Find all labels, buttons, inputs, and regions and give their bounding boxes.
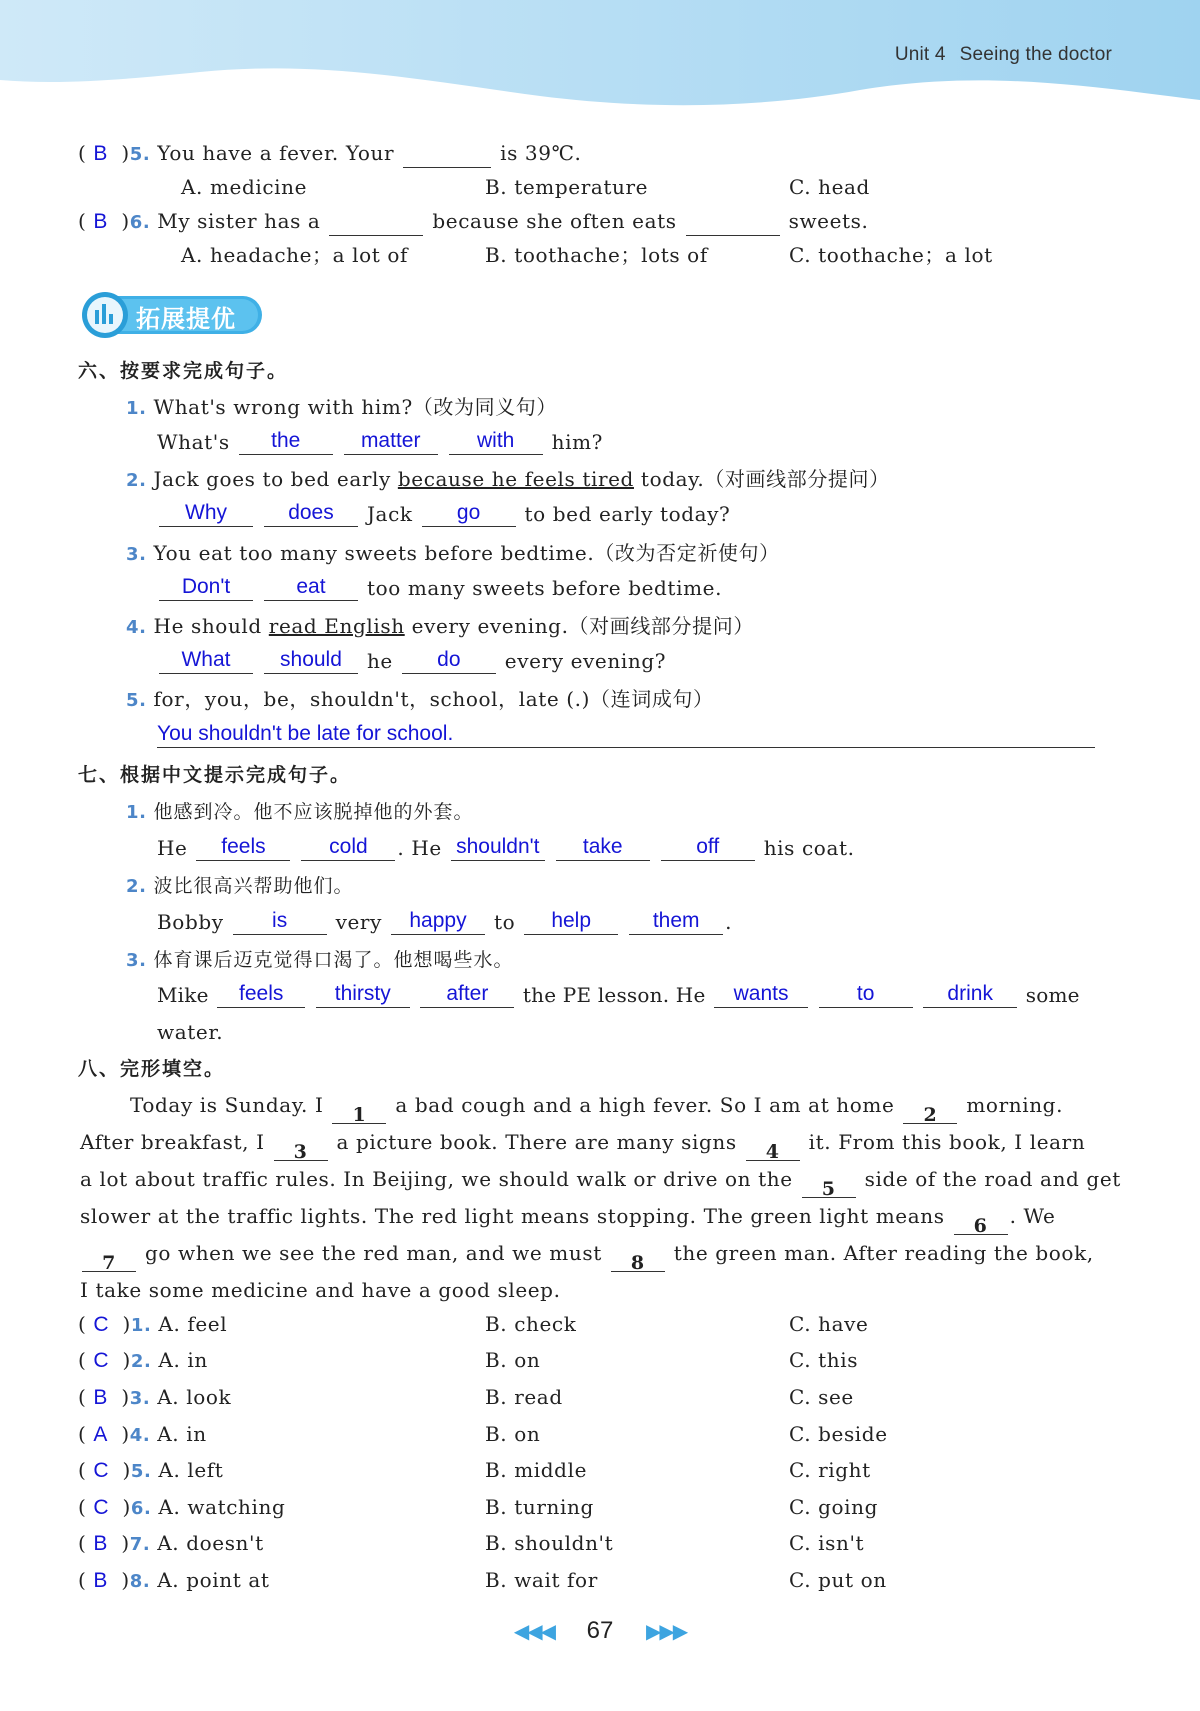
cloze-question-2: ( C )2. A. in bbox=[78, 1348, 208, 1372]
cloze-blank: 5 bbox=[802, 1171, 856, 1198]
question-number: 5. bbox=[130, 1461, 152, 1482]
option-c: C. see bbox=[789, 1385, 854, 1409]
cloze-question-4: ( A )4. A. in bbox=[78, 1422, 207, 1446]
option-a: A. feel bbox=[158, 1312, 228, 1336]
answer-blank: happy bbox=[391, 908, 485, 935]
option-c: C. put on bbox=[789, 1568, 887, 1592]
header-title bbox=[881, 44, 1112, 66]
cloze-question-7: ( B )7. A. doesn't bbox=[78, 1531, 264, 1555]
answer-blank: do bbox=[402, 647, 496, 674]
question-number: 2. bbox=[126, 876, 147, 897]
cloze-text: the green man. After reading the book, bbox=[673, 1241, 1094, 1265]
word: too many sweets before bedtime. bbox=[366, 576, 723, 600]
word: every evening? bbox=[504, 649, 667, 673]
question-number: 3. bbox=[126, 950, 147, 971]
cloze-text: a picture book. There are many signs bbox=[336, 1130, 737, 1154]
blank bbox=[329, 209, 423, 236]
cloze-blank: 8 bbox=[611, 1245, 665, 1272]
blank bbox=[686, 209, 780, 236]
answer-blank: after bbox=[420, 981, 514, 1008]
sec6-q3-answer-line bbox=[157, 574, 722, 601]
answer-blank: feels bbox=[196, 834, 290, 861]
cloze-blank: 6 bbox=[954, 1208, 1008, 1235]
word: Jack bbox=[366, 502, 413, 526]
question-number: 5. bbox=[129, 144, 151, 165]
cloze-blank: 3 bbox=[274, 1134, 328, 1161]
word: Bobby bbox=[157, 910, 224, 934]
cloze-text: slower at the traffic lights. The red light means stopping. The green light means bbox=[80, 1204, 945, 1228]
prompt: Jack goes to bed early bbox=[153, 467, 398, 491]
answer-sentence: You shouldn't be late for school. bbox=[157, 722, 454, 745]
word: . bbox=[725, 910, 733, 934]
cloze-line-4 bbox=[80, 1198, 1055, 1235]
answer-blank: should bbox=[264, 647, 358, 674]
question-number: 1. bbox=[126, 398, 147, 419]
cloze-text: it. From this book, I learn bbox=[808, 1130, 1086, 1154]
page-footer bbox=[0, 1617, 1200, 1645]
answer-blank: feels bbox=[217, 981, 305, 1008]
cloze-question-5: ( C )5. A. left bbox=[78, 1458, 224, 1482]
answer: B bbox=[93, 1386, 108, 1409]
option-b: B. wait for bbox=[485, 1568, 598, 1592]
stem: You have a fever. Your bbox=[157, 141, 395, 165]
sec6-q4-prompt bbox=[126, 613, 754, 641]
section-6-title: 六、按要求完成句子。 bbox=[78, 360, 289, 382]
option-a: A. medicine bbox=[181, 175, 308, 199]
option-b: B. temperature bbox=[485, 175, 649, 199]
option-a: A. in bbox=[157, 1422, 207, 1446]
option-b: B. turning bbox=[485, 1495, 594, 1519]
question-number: 1. bbox=[130, 1315, 152, 1336]
stem: sweets. bbox=[788, 209, 869, 233]
answer-blank: them bbox=[629, 908, 723, 935]
cloze-text: side of the road and get bbox=[864, 1167, 1121, 1191]
answer-blank: shouldn't bbox=[451, 834, 545, 861]
cloze-text: a bad cough and a high fever. So I am at home bbox=[395, 1093, 895, 1117]
answer-blank: the bbox=[239, 428, 333, 455]
question-number: 2. bbox=[126, 470, 147, 491]
unit-label: Unit 4 bbox=[894, 44, 946, 65]
answer-blank: cold bbox=[301, 834, 395, 861]
cloze-blank: 4 bbox=[746, 1134, 800, 1161]
option-c: C. have bbox=[789, 1312, 869, 1336]
sec7-q2-answer-line bbox=[157, 908, 732, 935]
answer-blank: go bbox=[422, 500, 516, 527]
answer: B bbox=[93, 142, 108, 165]
sec6-q5-prompt bbox=[126, 686, 714, 714]
banner-text: 拓展提优 bbox=[136, 305, 236, 333]
sec6-q5-answer-line bbox=[157, 720, 1095, 748]
sec6-q4-answer-line bbox=[157, 647, 666, 674]
cloze-line-6: I take some medicine and have a good sleep. bbox=[80, 1278, 561, 1302]
sec7-q1-answer-line bbox=[157, 834, 855, 861]
option-b: B. on bbox=[485, 1348, 541, 1372]
option-c: C. beside bbox=[789, 1422, 888, 1446]
option-a: A. left bbox=[158, 1458, 224, 1482]
answer-blank: drink bbox=[923, 981, 1017, 1008]
question-number: 3. bbox=[129, 1388, 151, 1409]
right-arrows-icon: ▶▶▶ bbox=[646, 1621, 687, 1643]
cloze-text: a lot about traffic rules. In Beijing, we should walk or drive on the bbox=[80, 1167, 793, 1191]
word: He bbox=[157, 836, 188, 860]
prompt: every evening.（对画线部分提问） bbox=[404, 614, 754, 638]
cloze-question-6: ( C )6. A. watching bbox=[78, 1495, 286, 1519]
sec7-q2-cn bbox=[126, 872, 354, 900]
option-c: C. toothache；a lot bbox=[789, 243, 993, 267]
answer: A bbox=[93, 1423, 108, 1446]
answer-blank: wants bbox=[714, 981, 808, 1008]
stem: is 39℃. bbox=[500, 141, 582, 165]
chinese-prompt: 他感到冷。他不应该脱掉他的外套。 bbox=[153, 801, 474, 823]
question-number: 4. bbox=[126, 617, 147, 638]
section-8-title: 八、完形填空。 bbox=[78, 1058, 226, 1080]
question-number: 6. bbox=[130, 1498, 152, 1519]
prompt: You eat too many sweets before bedtime.（改为否定祈使句） bbox=[153, 541, 780, 565]
word: Mike bbox=[157, 983, 209, 1007]
underlined-phrase: read English bbox=[268, 614, 405, 638]
question-number: 5. bbox=[126, 690, 147, 711]
option-b: B. check bbox=[485, 1312, 577, 1336]
word: very bbox=[335, 910, 382, 934]
sec7-q1-cn bbox=[126, 798, 474, 826]
word: his coat. bbox=[763, 836, 855, 860]
cloze-line-3 bbox=[80, 1161, 1121, 1198]
answer: C bbox=[93, 1349, 109, 1372]
option-c: C. this bbox=[789, 1348, 859, 1372]
question-number: 6. bbox=[129, 212, 151, 233]
cloze-question-8: ( B )8. A. point at bbox=[78, 1568, 270, 1592]
cloze-text: After breakfast, I bbox=[80, 1130, 265, 1154]
option-a: A. headache；a lot of bbox=[181, 243, 408, 267]
option-a: A. doesn't bbox=[157, 1531, 264, 1555]
answer-blank: help bbox=[524, 908, 618, 935]
sec6-q3-prompt bbox=[126, 540, 780, 568]
answer-blank: Why bbox=[159, 500, 253, 527]
question-number: 3. bbox=[126, 544, 147, 565]
option-c: C. going bbox=[789, 1495, 879, 1519]
cloze-line-5 bbox=[80, 1235, 1094, 1272]
cloze-line-2 bbox=[80, 1124, 1085, 1161]
cloze-blank: 1 bbox=[332, 1097, 386, 1124]
answer: C bbox=[93, 1313, 109, 1336]
sec7-q3-cn bbox=[126, 946, 514, 974]
option-b: B. middle bbox=[485, 1458, 588, 1482]
cloze-text: Today is Sunday. I bbox=[130, 1093, 324, 1117]
word: What's bbox=[157, 430, 230, 454]
cloze-text: . We bbox=[1009, 1204, 1056, 1228]
prompt: today.（对画线部分提问） bbox=[633, 467, 890, 491]
question-number: 8. bbox=[129, 1571, 151, 1592]
mc-question-6: ( B )6. My sister has a because she often eats sweets. bbox=[78, 208, 869, 236]
sec6-q2-answer-line bbox=[157, 500, 730, 527]
option-c: C. head bbox=[789, 175, 870, 199]
unit-title: Seeing the doctor bbox=[959, 44, 1112, 65]
answer-blank: Don't bbox=[159, 574, 253, 601]
option-a: A. watching bbox=[158, 1495, 286, 1519]
answer-blank: off bbox=[661, 834, 755, 861]
prompt: What's wrong with him?（改为同义句） bbox=[153, 395, 557, 419]
question-number: 4. bbox=[129, 1425, 151, 1446]
option-b: B. shouldn't bbox=[485, 1531, 614, 1555]
cloze-blank: 7 bbox=[82, 1245, 136, 1272]
word: him? bbox=[551, 430, 604, 454]
word: some bbox=[1025, 983, 1080, 1007]
answer-blank: with bbox=[449, 428, 543, 455]
cloze-text: morning. bbox=[966, 1093, 1064, 1117]
prompt: for，you，be，shouldn't，school，late (.)（连词成句） bbox=[153, 687, 714, 711]
question-number: 2. bbox=[130, 1351, 152, 1372]
answer-blank: is bbox=[233, 908, 327, 935]
question-number: 7. bbox=[129, 1534, 151, 1555]
word: the PE lesson. He bbox=[522, 983, 706, 1007]
word: he bbox=[366, 649, 393, 673]
option-a: A. point at bbox=[157, 1568, 270, 1592]
answer-blank: eat bbox=[264, 574, 358, 601]
answer-blank: does bbox=[264, 500, 358, 527]
option-c: C. right bbox=[789, 1458, 871, 1482]
mc-question-5: ( B )5. You have a fever. Your is 39℃. bbox=[78, 140, 582, 168]
answer-blank: matter bbox=[344, 428, 438, 455]
cloze-blank: 2 bbox=[903, 1097, 957, 1124]
option-b: B. on bbox=[485, 1422, 541, 1446]
left-arrows-icon: ◀◀◀ bbox=[513, 1621, 554, 1643]
answer-blank: What bbox=[159, 647, 253, 674]
page-number: 67 bbox=[586, 1617, 614, 1644]
word: . He bbox=[397, 836, 442, 860]
word: to bed early today? bbox=[524, 502, 731, 526]
chinese-prompt: 波比很高兴帮助他们。 bbox=[153, 875, 354, 897]
word: to bbox=[493, 910, 516, 934]
cloze-question-3: ( B )3. A. look bbox=[78, 1385, 232, 1409]
option-b: B. toothache；lots of bbox=[485, 243, 708, 267]
answer-blank: thirsty bbox=[316, 981, 410, 1008]
stem: My sister has a bbox=[157, 209, 321, 233]
sec6-q1-answer-line bbox=[157, 428, 603, 455]
option-a: A. in bbox=[158, 1348, 208, 1372]
underlined-phrase: because he feels tired bbox=[397, 467, 634, 491]
section-banner bbox=[80, 290, 266, 340]
stem: because she often eats bbox=[432, 209, 677, 233]
sec6-q2-prompt bbox=[126, 466, 890, 494]
answer: B bbox=[93, 1532, 108, 1555]
answer: B bbox=[93, 210, 108, 233]
word: water. bbox=[157, 1020, 224, 1044]
prompt: He should bbox=[153, 614, 269, 638]
cloze-text: go when we see the red man, and we must bbox=[144, 1241, 602, 1265]
sec7-q3-answer-line bbox=[157, 981, 1080, 1008]
answer: B bbox=[93, 1569, 108, 1592]
sec6-q1-prompt bbox=[126, 394, 557, 422]
cloze-line-1 bbox=[130, 1087, 1063, 1124]
answer-blank: take bbox=[556, 834, 650, 861]
section-7-title: 七、根据中文提示完成句子。 bbox=[78, 764, 352, 786]
answer-blank: to bbox=[819, 981, 913, 1008]
answer: C bbox=[93, 1459, 109, 1482]
answer: C bbox=[93, 1496, 109, 1519]
option-a: A. look bbox=[157, 1385, 232, 1409]
blank bbox=[403, 141, 491, 168]
cloze-question-1: ( C )1. A. feel bbox=[78, 1312, 228, 1336]
option-c: C. isn't bbox=[789, 1531, 865, 1555]
question-number: 1. bbox=[126, 802, 147, 823]
chinese-prompt: 体育课后迈克觉得口渴了。他想喝些水。 bbox=[153, 949, 514, 971]
option-b: B. read bbox=[485, 1385, 563, 1409]
